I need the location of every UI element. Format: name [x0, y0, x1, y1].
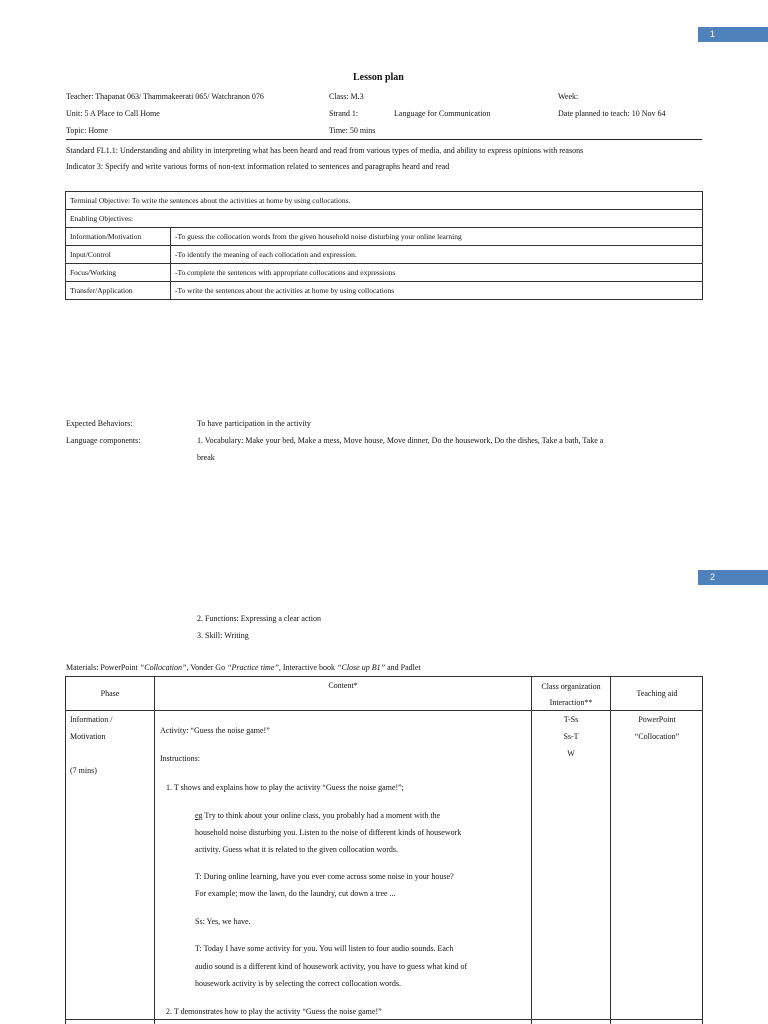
- teacher-dialogue: T: Today I have some activity for you. You will listen to four audio sounds. Each: [195, 944, 454, 953]
- skill-text: 3. Skill: Writing: [197, 631, 249, 640]
- phase-header: Phase: [100, 689, 120, 698]
- terminal-objective: Terminal Objective: To write the sentences about the activities at home by using collocations.: [66, 192, 703, 210]
- students-dialogue: Ss: Yes, we have.: [195, 917, 251, 926]
- standard-text: Standard FL1.1: Understanding and ability in interpreting what has been heard and read from various types of media, and ability to express opinions with reasons: [66, 146, 584, 155]
- time-field: Time: 50 mins: [329, 126, 376, 135]
- functions-text: 2. Functions: Expressing a clear action: [197, 614, 321, 623]
- objectives-row: [66, 228, 703, 246]
- instructions-label: Instructions:: [160, 754, 200, 763]
- page-number-badge: 2: [698, 570, 768, 585]
- teaching-aid-item: PowerPoint: [638, 715, 676, 724]
- objective-phase: Input/Control: [66, 246, 171, 264]
- teacher-dialogue-line: housework activity is by selecting the correct collocation words.: [195, 979, 401, 988]
- objectives-row: [66, 264, 703, 282]
- date-field: Date planned to teach: 10 Nov 64: [558, 109, 666, 118]
- example-text-line: activity. Guess what it is related to the given collocation words.: [195, 845, 398, 854]
- vocabulary-line: 1. Vocabulary: Make your bed, Make a mess, Move house, Move dinner, Do the housework, Do the dishes, Take a bath, Take a: [197, 436, 604, 445]
- column-divider: [610, 676, 611, 1024]
- teacher-dialogue-line: audio sound is a different kind of housework activity, you have to guess what kind of: [195, 962, 468, 971]
- header-row-divider: [65, 710, 703, 711]
- example-text-line: Try to think about your online class, you probably had a moment with the: [202, 811, 441, 820]
- interaction-item: T-Ss: [563, 715, 579, 724]
- materials-suffix: and Padlet: [385, 663, 421, 672]
- materials-item: “Collocation”: [139, 663, 187, 672]
- objectives-row: [66, 246, 703, 264]
- class-field: Class: M.3: [329, 92, 364, 101]
- enabling-objectives-label: Enabling Objectives:: [66, 210, 703, 228]
- interaction-header: Class organization: [541, 682, 601, 691]
- example-marker: eg: [195, 811, 203, 820]
- materials-prefix: Materials: PowerPoint: [66, 663, 140, 672]
- objective-text: -To complete the sentences with appropriate collocations and expressions: [171, 264, 703, 282]
- teacher-dialogue-line: For example; mow the lawn, do the laundry, cut down a tree ...: [195, 889, 396, 898]
- example-text: [195, 811, 440, 820]
- instruction-step: 2. T demonstrates how to play the activity “Guess the noise game!”: [166, 1007, 382, 1016]
- teacher-field: Teacher: Thapanat 063/ Thammakeerati 065/ Watchranon 076: [66, 92, 264, 101]
- objectives-row: [66, 210, 703, 228]
- materials-separator: , Vonder Go: [186, 663, 228, 672]
- header-divider: [66, 139, 702, 140]
- expected-behaviors-value: To have participation in the activity: [197, 419, 311, 428]
- objective-text: -To identify the meaning of each collocation and expression.: [171, 246, 703, 264]
- phase-time: (7 mins): [70, 766, 97, 775]
- teaching-aid-header: Teaching aid: [636, 689, 678, 698]
- interaction-item: W: [567, 749, 575, 758]
- example-text-line: household noise disturbing you. Listen to the noise of different kinds of housework: [195, 828, 462, 837]
- column-divider: [154, 676, 155, 1024]
- interaction-header-line2: Interaction**: [549, 698, 593, 707]
- objective-phase: Transfer/Application: [66, 282, 171, 300]
- phase-name: Information /: [70, 715, 113, 724]
- topic-field: Topic: Home: [66, 126, 108, 135]
- materials-separator: , Interactive book: [278, 663, 338, 672]
- column-divider: [531, 676, 532, 1024]
- indicator-text: Indicator 3: Specify and write various forms of non-text information related to sentences and paragraphs heard and read: [66, 162, 450, 171]
- objective-text: -To guess the collocation words from the given household noise disturbing your online learning: [171, 228, 703, 246]
- materials-line: [66, 663, 421, 672]
- content-header: Content*: [328, 681, 358, 690]
- phase-name-line2: Motivation: [70, 732, 106, 741]
- objectives-row: [66, 192, 703, 210]
- objectives-table: [65, 191, 703, 300]
- teacher-dialogue: T: During online learning, have you ever come across some noise in your house?: [195, 872, 454, 881]
- objective-phase: Focus/Working: [66, 264, 171, 282]
- page-title: Lesson plan: [353, 72, 404, 83]
- page-number-badge: 1: [698, 27, 768, 42]
- teaching-aid-item-line2: “Collocation”: [634, 732, 680, 741]
- materials-item: “Practice time”: [227, 663, 279, 672]
- table-bottom-border: [65, 1019, 703, 1020]
- objective-text: -To write the sentences about the activities at home by using collocations: [171, 282, 703, 300]
- materials-item: “Close up B1”: [337, 663, 386, 672]
- objective-phase: Information/Motivation: [66, 228, 171, 246]
- expected-behaviors-label: Expected Behaviors:: [66, 419, 133, 428]
- strand-label: Strand 1:: [329, 109, 359, 118]
- unit-field: Unit: 5 A Place to Call Home: [66, 109, 160, 118]
- language-components-label: Language components:: [66, 436, 141, 445]
- strand-value: Language for Communication: [394, 109, 491, 118]
- activity-name: Activity: “Guess the noise game!”: [160, 726, 270, 735]
- week-field: Week:: [558, 92, 579, 101]
- objectives-row: [66, 282, 703, 300]
- vocabulary-line-continued: break: [197, 453, 215, 462]
- instruction-step: 1. T shows and explains how to play the activity “Guess the noise game!”;: [166, 783, 404, 792]
- interaction-item: Ss-T: [563, 732, 579, 741]
